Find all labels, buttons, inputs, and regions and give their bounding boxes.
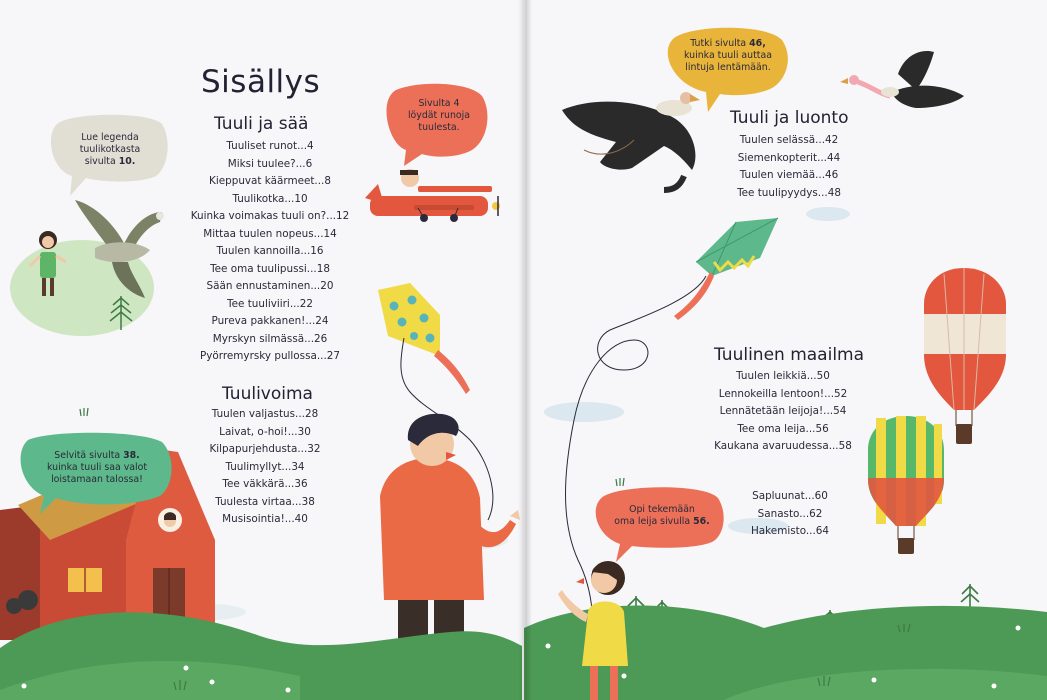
toc-item[interactable]: Tuulen selässä...42 bbox=[739, 134, 839, 146]
cloud-patch bbox=[806, 207, 850, 221]
section-title-tuulinen-maailma: Tuulinen maailma bbox=[714, 345, 865, 365]
toc-list-tuulivoima bbox=[190, 406, 340, 529]
toc-item[interactable]: Laivat, o-hoi!...30 bbox=[219, 425, 311, 438]
toc-item[interactable]: Tee tuulipyydys...48 bbox=[737, 186, 841, 199]
toc-item[interactable]: Tuulen leikkiä...50 bbox=[736, 370, 830, 382]
toc-item[interactable]: Kuinka voimakas tuuli on?...12 bbox=[190, 210, 350, 222]
bubble-text-legend: Lue legenda tuulikotkasta sivulta 10. bbox=[79, 132, 141, 167]
toc-list-tuuli-ja-luonto bbox=[714, 132, 864, 202]
toc-item[interactable]: Pureva pakkanen!...24 bbox=[211, 315, 329, 327]
red-balloon bbox=[924, 268, 1006, 444]
striped-balloon bbox=[868, 416, 944, 554]
toc-item[interactable]: Kieppuvat käärmeet...8 bbox=[209, 175, 331, 187]
section-title-tuuli-ja-saa: Tuuli ja sää bbox=[214, 114, 309, 134]
toc-item[interactable]: Tuulen valjastus...28 bbox=[211, 408, 319, 420]
bubble-text-house: Selvitä sivulta 38. kuinka tuuli saa valot loistamaan talossa! bbox=[46, 450, 148, 485]
toc-list-tuuli-ja-saa bbox=[180, 138, 360, 366]
toc-item[interactable]: Tuulesta virtaa...38 bbox=[215, 495, 315, 508]
toc-item[interactable]: Lennätetään leijoja!...54 bbox=[719, 405, 847, 417]
small-vulture-illustration bbox=[840, 51, 964, 108]
toc-list-extras bbox=[730, 488, 850, 541]
right-page bbox=[524, 0, 1047, 700]
toc-item[interactable]: Sapluunat...60 bbox=[752, 490, 828, 502]
toc-item[interactable]: Sään ennustaminen...20 bbox=[206, 280, 334, 292]
toc-item[interactable]: Tee oma tuulipussi...18 bbox=[210, 262, 330, 275]
toc-item[interactable]: Siemenkopterit...44 bbox=[737, 151, 841, 164]
toc-item[interactable]: Kilpapurjehdusta...32 bbox=[209, 443, 321, 455]
toc-item[interactable]: Pyörremyrsky pullossa...27 bbox=[200, 350, 340, 362]
vulture-illustration bbox=[562, 92, 700, 190]
toc-item[interactable]: Kaukana avaruudessa...58 bbox=[714, 440, 852, 452]
toc-item[interactable]: Musisointia!...40 bbox=[222, 513, 308, 525]
toc-item[interactable]: Sanasto...62 bbox=[757, 507, 823, 520]
page-title: Sisällys bbox=[201, 64, 321, 100]
toc-item[interactable]: Tuulen kannoilla...16 bbox=[216, 245, 324, 257]
toc-item[interactable]: Tuuliset runot...4 bbox=[226, 140, 314, 152]
toc-item[interactable]: Tee oma leija...56 bbox=[737, 422, 829, 435]
section-title-tuuli-ja-luonto: Tuuli ja luonto bbox=[730, 108, 849, 128]
toc-item[interactable]: Tuulikotka...10 bbox=[232, 192, 308, 205]
bubble-text-birds: Tutki sivulta 46, kuinka tuuli auttaa lintuja lentämään. bbox=[684, 38, 772, 73]
toc-item[interactable]: Tuulen viemää...46 bbox=[739, 169, 839, 181]
section-title-tuulivoima: Tuulivoima bbox=[222, 384, 313, 404]
toc-item[interactable]: Tee väkkärä...36 bbox=[222, 478, 308, 490]
toc-item[interactable]: Lennokeilla lentoon!...52 bbox=[718, 387, 848, 400]
toc-item[interactable]: Hakemisto...64 bbox=[750, 525, 830, 537]
book-gutter bbox=[518, 0, 532, 700]
bubble-text-kite: Opi tekemään oma leija sivulla 56. bbox=[614, 504, 710, 527]
toc-item[interactable]: Mittaa tuulen nopeus...14 bbox=[203, 227, 337, 240]
toc-item[interactable]: Miksi tuulee?...6 bbox=[227, 157, 313, 170]
bubble-text-poem: Sivulta 4 löydät runoja tuulesta. bbox=[407, 98, 471, 133]
toc-list-tuulinen-maailma bbox=[698, 368, 868, 456]
toc-item[interactable]: Tee tuuliviiri...22 bbox=[227, 297, 313, 310]
cloud-patch bbox=[544, 402, 624, 422]
toc-item[interactable]: Myrskyn silmässä...26 bbox=[212, 332, 328, 345]
toc-item[interactable]: Tuulimyllyt...34 bbox=[225, 460, 305, 473]
left-page bbox=[0, 0, 522, 700]
